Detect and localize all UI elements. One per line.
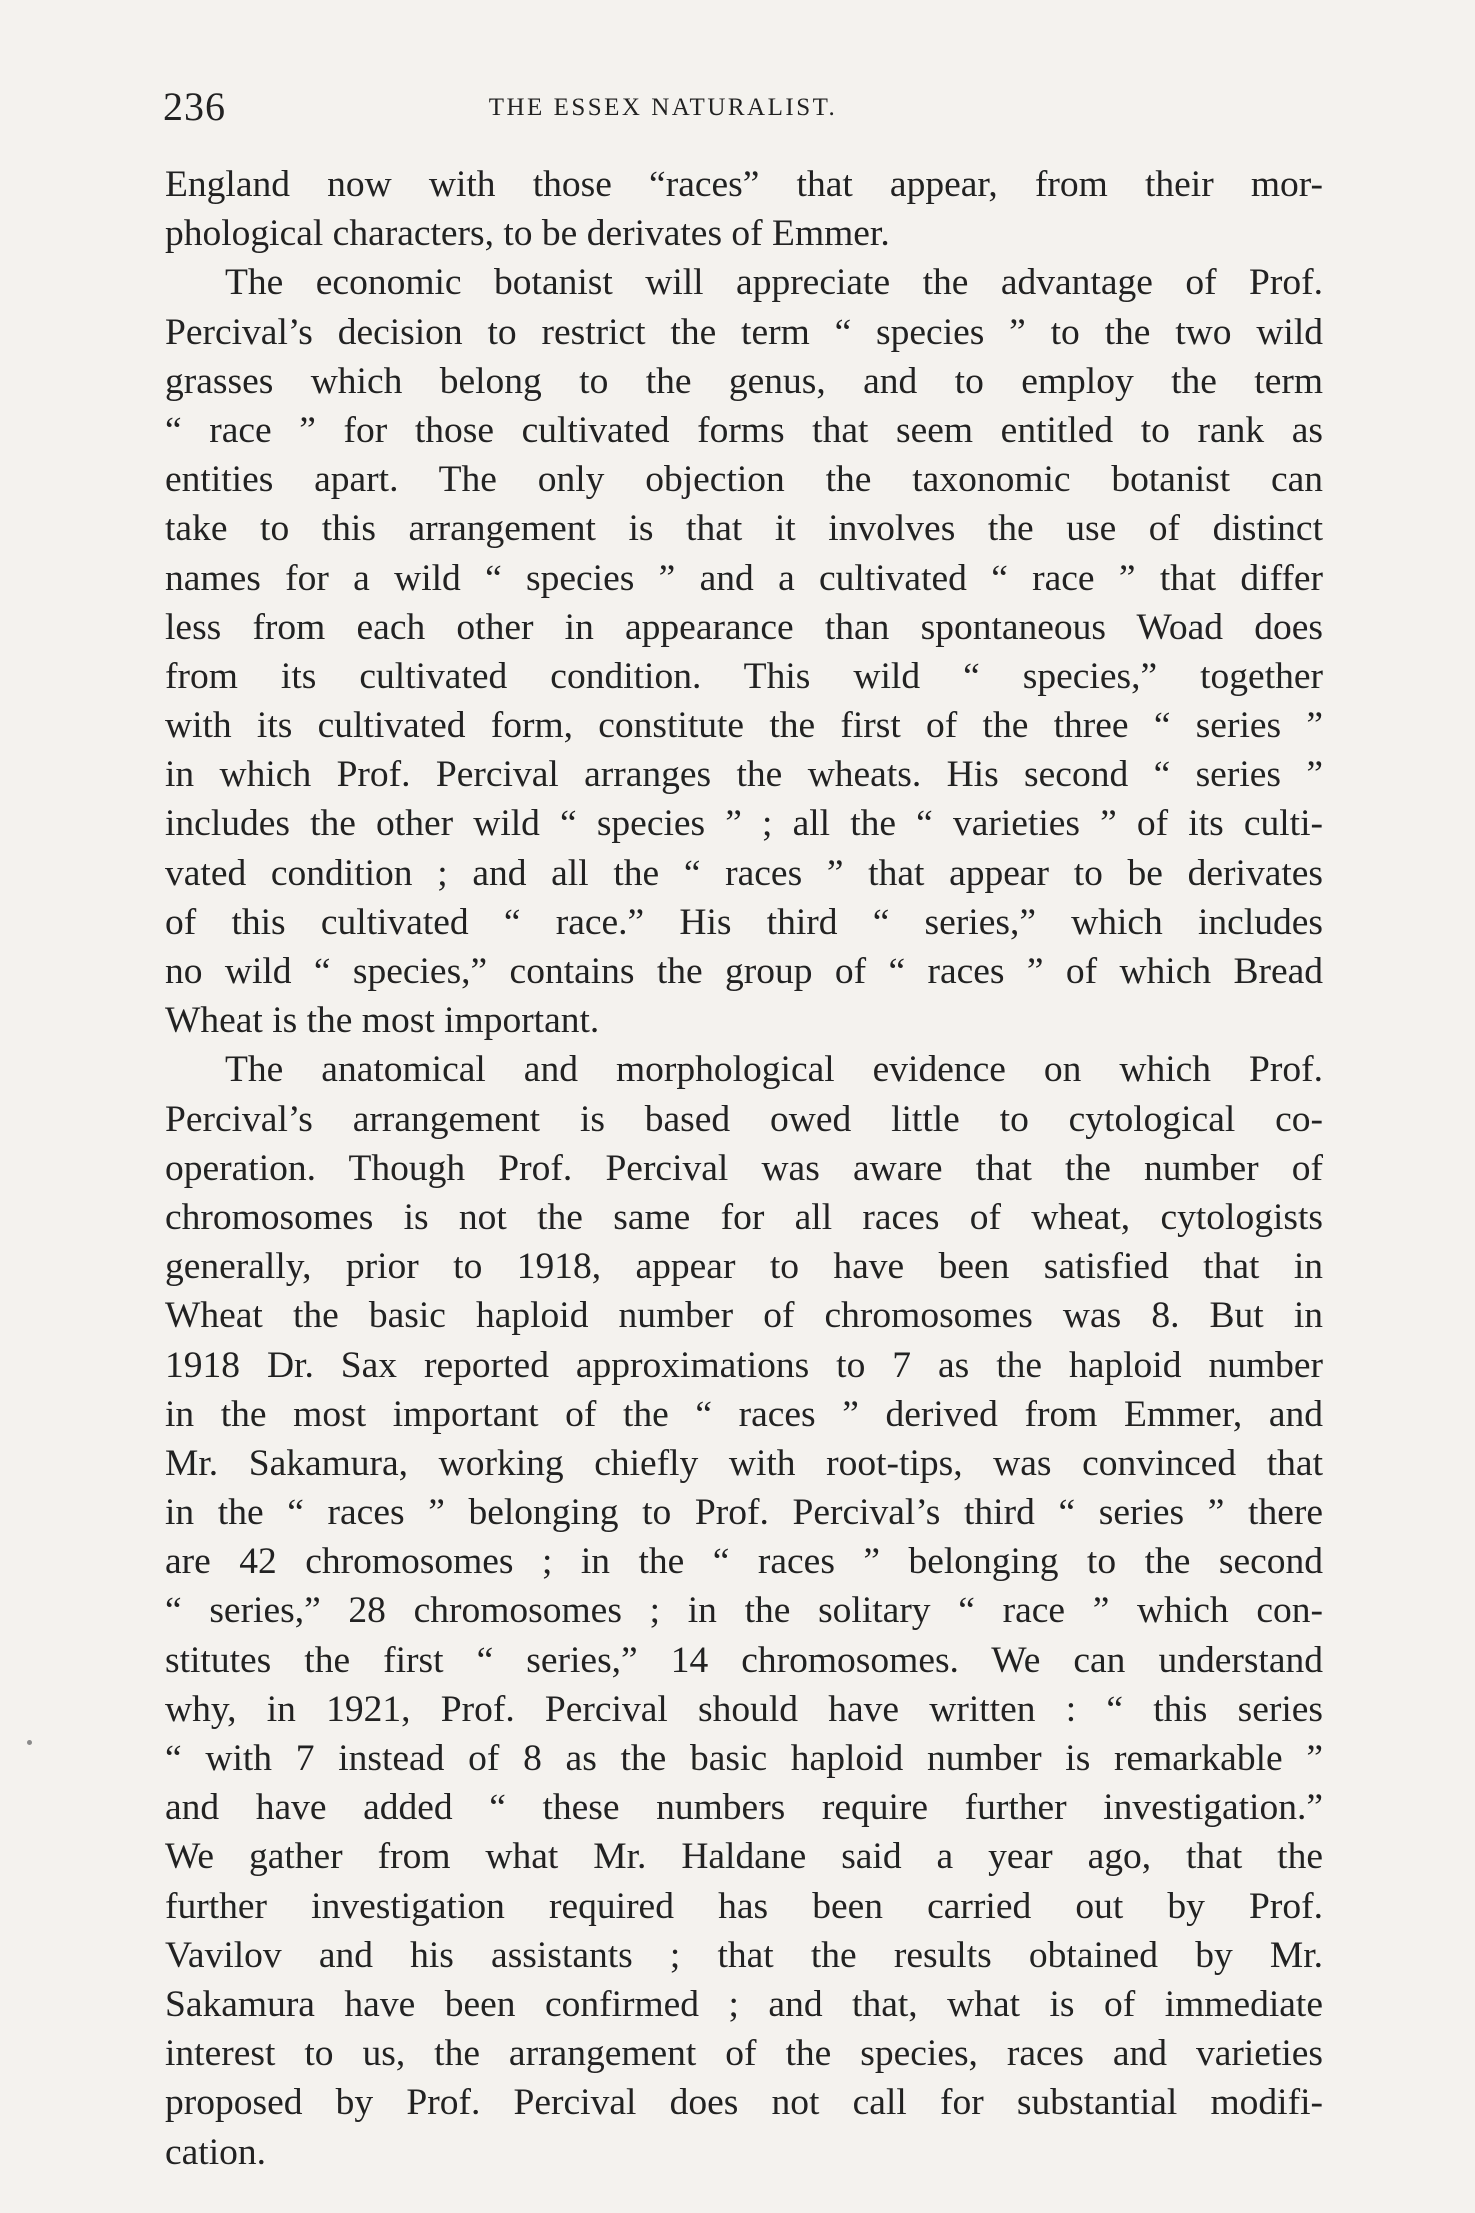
text-line: 1918 Dr. Sax reported approximations to 7 as the haploid number bbox=[165, 1344, 1323, 1386]
text-line: operation. Though Prof. Percival was aware that the number of bbox=[165, 1147, 1323, 1189]
text-line: further investigation required has been carried out by Prof. bbox=[165, 1885, 1323, 1927]
text-line: Sakamura have been confirmed ; and that, what is of immediate bbox=[165, 1983, 1323, 2025]
text-line: interest to us, the arrangement of the species, races and varieties bbox=[165, 2033, 1323, 2075]
text-line: Wheat is the most important. bbox=[165, 1000, 600, 1042]
text-line: grasses which belong to the genus, and to employ the term bbox=[165, 360, 1323, 402]
text-line: vated condition ; and all the “ races ” that appear to be derivates bbox=[165, 852, 1323, 894]
text-line: Vavilov and his assistants ; that the results obtained by Mr. bbox=[165, 1934, 1323, 1976]
text-line: chromosomes is not the same for all races of wheat, cytologists bbox=[165, 1196, 1323, 1238]
text-line: “ with 7 instead of 8 as the basic haploid number is remarkable ” bbox=[165, 1738, 1323, 1779]
text-line: We gather from what Mr. Haldane said a year ago, that the bbox=[165, 1836, 1323, 1878]
page-number: 236 bbox=[163, 84, 226, 129]
body-text bbox=[165, 160, 1323, 2177]
text-line: “ race ” for those cultivated forms that seem entitled to rank as bbox=[165, 409, 1323, 451]
text-line: entities apart. The only objection the taxonomic botanist can bbox=[165, 459, 1323, 501]
text-line: in the most important of the “ races ” derived from Emmer, and bbox=[165, 1393, 1323, 1435]
text-line: are 42 chromosomes ; in the “ races ” belonging to the second bbox=[165, 1541, 1323, 1583]
text-line: in the “ races ” belonging to Prof. Percival’s third “ series ” there bbox=[165, 1492, 1323, 1534]
text-line: Percival’s decision to restrict the term “ species ” to the two wild bbox=[165, 311, 1323, 353]
text-line: includes the other wild “ species ” ; all the “ varieties ” of its culti- bbox=[165, 803, 1323, 845]
page-header bbox=[163, 82, 1323, 132]
text-line: The economic botanist will appreciate the advantage of Prof. bbox=[225, 262, 1323, 304]
text-line: proposed by Prof. Percival does not call for substantial modifi- bbox=[165, 2082, 1323, 2124]
text-line: Mr. Sakamura, working chiefly with root-tips, was convinced that bbox=[165, 1442, 1323, 1484]
text-line: less from each other in appearance than spontaneous Woad does bbox=[165, 606, 1323, 648]
text-line: The anatomical and morphological evidence on which Prof. bbox=[225, 1049, 1323, 1091]
text-line: England now with those “races” that appear, from their mor- bbox=[165, 164, 1323, 205]
text-line: of this cultivated “ race.” His third “ series,” which includes bbox=[165, 901, 1323, 943]
ink-speck bbox=[27, 1740, 32, 1745]
text-line: with its cultivated form, constitute the first of the three “ series ” bbox=[165, 705, 1323, 747]
text-line: why, in 1921, Prof. Percival should have written : “ this series bbox=[165, 1688, 1323, 1730]
text-line: no wild “ species,” contains the group of “ races ” of which Bread bbox=[165, 951, 1323, 992]
text-line: take to this arrangement is that it involves the use of distinct bbox=[165, 508, 1323, 550]
text-line: names for a wild “ species ” and a cultivated “ race ” that differ bbox=[165, 557, 1323, 599]
text-line: in which Prof. Percival arranges the wheats. His second “ series ” bbox=[165, 754, 1323, 796]
text-line: phological characters, to be derivates of Emmer. bbox=[165, 213, 890, 255]
text-line: generally, prior to 1918, appear to have been satisfied that in bbox=[165, 1246, 1323, 1288]
running-head: THE ESSEX NATURALIST. bbox=[488, 94, 838, 121]
text-line: stitutes the first “ series,” 14 chromosomes. We can understand bbox=[165, 1639, 1323, 1681]
text-line: and have added “ these numbers require further investigation.” bbox=[165, 1787, 1323, 1829]
text-line: Percival’s arrangement is based owed little to cytological co- bbox=[165, 1098, 1323, 1140]
text-line: Wheat the basic haploid number of chromosomes was 8. But in bbox=[165, 1295, 1323, 1337]
text-line: cation. bbox=[165, 2131, 267, 2173]
text-line: from its cultivated condition. This wild “ species,” together bbox=[165, 655, 1323, 697]
text-line: “ series,” 28 chromosomes ; in the solitary “ race ” which con- bbox=[165, 1590, 1323, 1632]
